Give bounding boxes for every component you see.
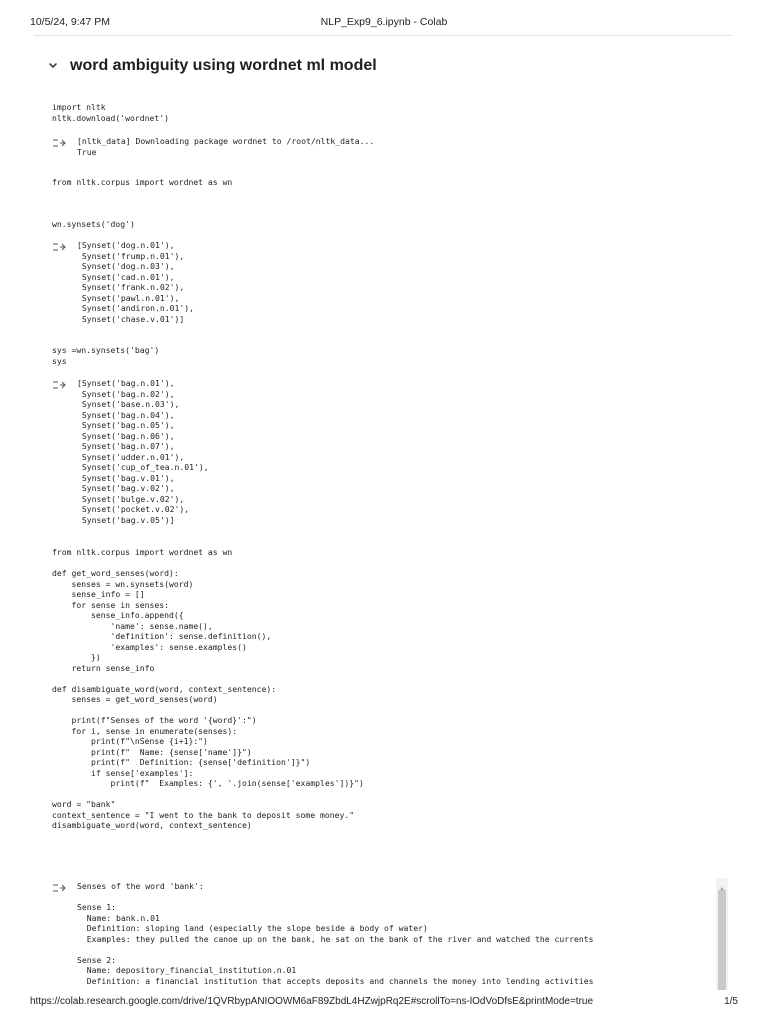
section-heading[interactable]	[46, 55, 377, 77]
output-toggle-icon[interactable]	[52, 881, 68, 893]
output-toggle-icon[interactable]	[52, 136, 68, 148]
output-toggle-icon[interactable]	[52, 240, 68, 252]
code-cell[interactable]	[52, 102, 169, 123]
code-text[interactable]: from nltk.corpus import wordnet as wn	[52, 177, 233, 187]
code-cell[interactable]	[52, 219, 135, 230]
print-header	[0, 16, 768, 30]
code-cell[interactable]	[52, 345, 159, 366]
code-cell[interactable]	[52, 547, 364, 831]
header-divider	[34, 35, 732, 36]
output-toggle-icon[interactable]	[52, 378, 68, 390]
print-url[interactable]: https://colab.research.google.com/drive/1QVRbypANIOOWM6aF89ZbdL4HZwjpRq2E#scrollTo=ns-lOdVoDfsE&printMode=true	[30, 996, 594, 1007]
page-number: 1/5	[724, 996, 738, 1007]
code-text[interactable]: import nltk nltk.download('wordnet')	[52, 102, 169, 123]
code-cell[interactable]	[52, 177, 232, 188]
print-title: NLP_Exp9_6.ipynb - Colab	[320, 16, 448, 28]
print-footer	[0, 996, 768, 1010]
output-text: [Synset('bag.n.01'), Synset('bag.n.02'), Synset('base.n.03'), Synset('bag.n.04'), Synset('bag.n.05'), Synset('bag.n.06'), Synset('bag.n.07'), Synset('udder.n.01'), Synset('cup_of_tea.n.01'), Synset('bag.v.01'), Synset('bag.v.02'), Synset('bulge.v.02'), Synset('pocket.v.02'), Synset('bag.v.05')]	[77, 378, 209, 525]
output-text: [Synset('dog.n.01'), Synset('frump.n.01'), Synset('dog.n.03'), Synset('cad.n.01'), Synset('frank.n.02'), Synset('pawl.n.01'), Synset('andiron.n.01'), Synset('chase.v.01')]	[77, 240, 194, 324]
section-title: word ambiguity using wordnet ml model	[70, 57, 377, 74]
scroll-up-arrow-icon[interactable]	[718, 880, 726, 887]
chevron-down-icon[interactable]	[46, 59, 60, 73]
print-timestamp: 10/5/24, 9:47 PM	[30, 16, 110, 28]
code-text[interactable]: sys =wn.synsets('bag') sys	[52, 345, 160, 366]
code-text[interactable]: wn.synsets('dog')	[52, 219, 135, 229]
output-scrollbar-thumb[interactable]	[718, 890, 726, 990]
output-text: [nltk_data] Downloading package wordnet to /root/nltk_data... True	[77, 136, 375, 157]
code-text[interactable]: from nltk.corpus import wordnet as wn def get_word_senses(word): senses = wn.synsets(word) sense_info = [] for sense in senses: sense_info.append({ 'name': sense.name(), 'definition': sense.definition(), 'examples': sense.examples() }) return sense_info def disambiguate_word(word, context_sentence): senses = get_word_senses(word) print(f"Senses of the word '{word}':") for i, sense in enumerate(senses): print(f"\nSense {i+1}:") print(f" Name: {sense['name']}") print(f" Definition: {sense['definition']}") if sense['examples']: print(f" Examples: {', '.join(sense['examples'])}") word = "bank" context_sentence = "I went to the bank to deposit some money." disambiguate_word(word, context_sentence)	[52, 547, 364, 830]
output-text: Senses of the word 'bank': Sense 1: Name: bank.n.01 Definition: sloping land (especially the slope beside a body of water) Examples: they pulled the canoe up on the bank, he sat on the bank of the river and watched the currents Sense 2: Name: depository_financial_institution.n.01 Definition: a financial institution that accepts deposits and channels the money into lending activities	[77, 881, 594, 986]
